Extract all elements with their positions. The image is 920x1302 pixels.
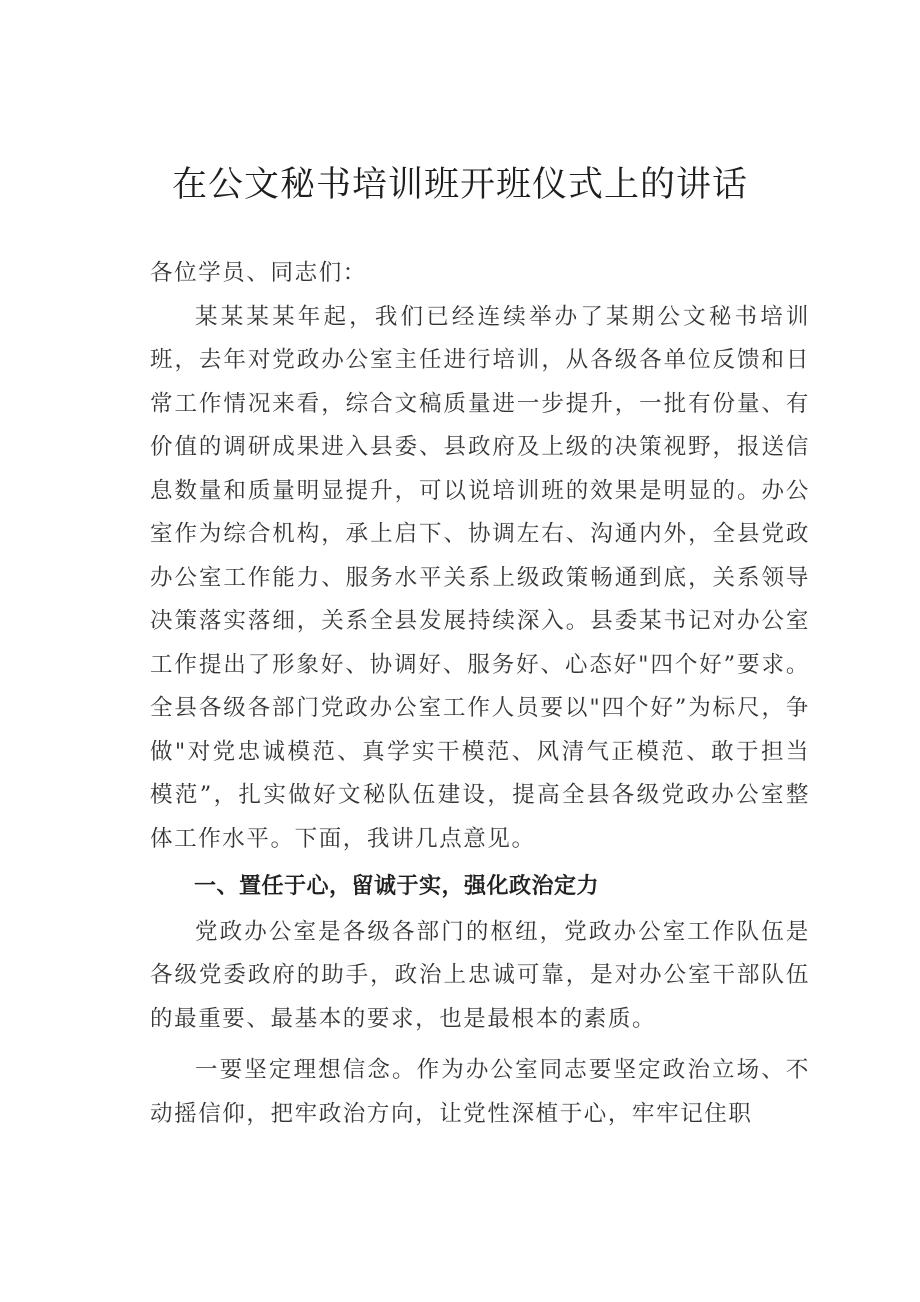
document-title: 在公文秘书培训班开班仪式上的讲话 bbox=[171, 165, 748, 205]
document-body bbox=[150, 252, 810, 1136]
section-paragraph-2: 一要坚定理想信念。作为办公室同志要坚定政治立场、不动摇信仰，把牢政治方向，让党性深植于心，牢牢记住职 bbox=[150, 1057, 810, 1127]
section-paragraph-1: 党政办公室是各级各部门的枢纽，党政办公室工作队伍是各级党委政府的助手，政治上忠诚可靠，是对办公室干部队伍的最重要、最基本的要求，也是最根本的素质。 bbox=[150, 918, 810, 1032]
salutation: 各位学员、同志们： bbox=[150, 260, 367, 286]
section-heading-1: 一、置任于心，留诚于实，强化政治定力 bbox=[194, 874, 600, 899]
intro-paragraph: 某某某某年起，我们已经连续举办了某期公文秘书培训班，去年对党政办公室主任进行培训，从各级各单位反馈和日常工作情况来看，综合文稿质量进一步提升，一批有份量、有价值的调研成果进入县委、县政府及上级的决策视野，报送信息数量和质量明显提升，可以说培训班的效果是明显的。办公室作为综合机构，承上启下、协调左右、沟通内外，全县党政办公室工作能力、服务水平关系上级政策畅通到底，关系领导决策落实落细，关系全县发展持续深入。县委某书记对办公室工作提出了形象好、协调好、服务好、心态好"四个好”要求。全县各级各部门党政办公室工作人员要以"四个好”为标尺，争做"对党忠诚模范、真学实干模范、风清气正模范、敢于担当模范”，扎实做好文秘队伍建设，提高全县各级党政办公室整体工作水平。下面，我讲几点意见。 bbox=[150, 303, 810, 852]
